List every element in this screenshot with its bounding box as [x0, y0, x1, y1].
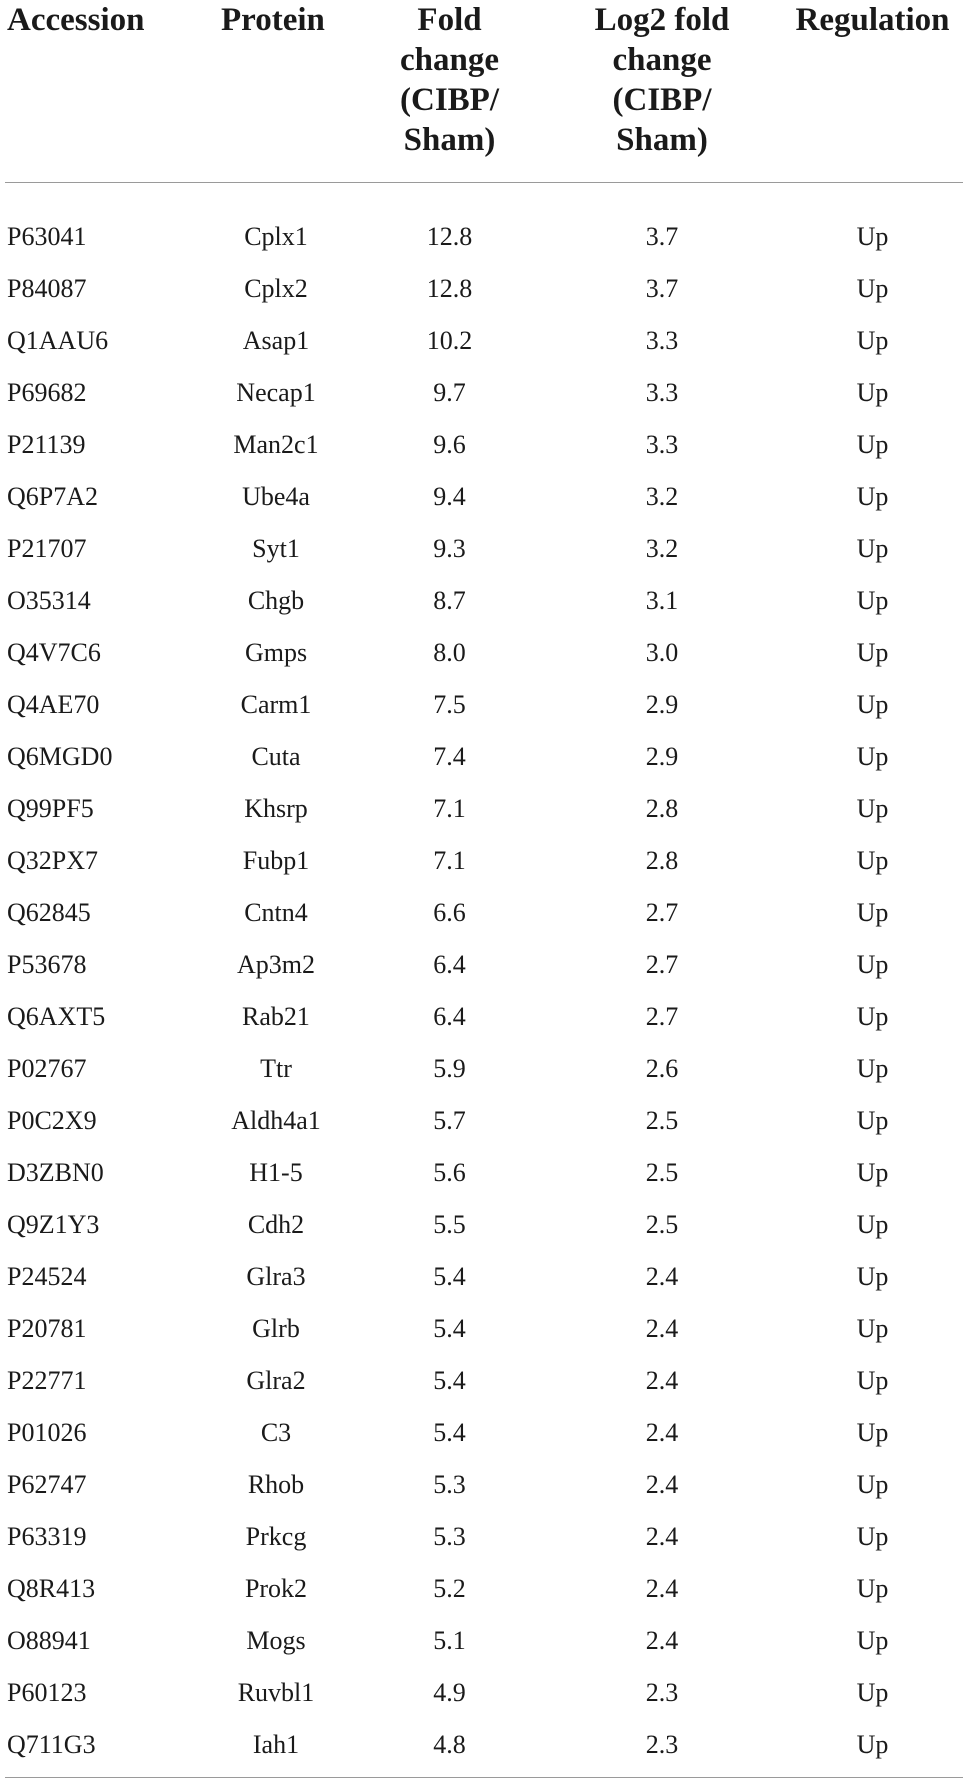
- regulation-cell: Up: [856, 326, 889, 355]
- log2-fold-change-cell: 2.4: [645, 1470, 679, 1499]
- fold-change-cell: 5.3: [433, 1522, 466, 1551]
- protein-cell: Ube4a: [242, 482, 310, 511]
- table-row: [5, 1615, 963, 1667]
- log2-fold-change-cell: 2.4: [645, 1574, 679, 1603]
- table-row: [5, 1511, 963, 1563]
- accession-cell: P0C2X9: [7, 1106, 97, 1135]
- accession-cell: P24524: [7, 1262, 87, 1291]
- fold-change-cell: 5.2: [433, 1574, 466, 1603]
- regulation-cell: Up: [856, 1574, 889, 1603]
- log2-fold-change-cell: 3.1: [645, 586, 679, 615]
- regulation-cell: Up: [856, 482, 889, 511]
- protein-cell: C3: [260, 1418, 292, 1447]
- protein-cell: Khsrp: [244, 794, 308, 823]
- protein-cell: Cdh2: [247, 1210, 305, 1239]
- accession-cell: P02767: [7, 1054, 87, 1083]
- fold-change-cell: 12.8: [426, 222, 473, 251]
- protein-cell: Cuta: [251, 742, 301, 771]
- accession-cell: Q1AAU6: [7, 326, 109, 355]
- protein-cell: Iah1: [252, 1730, 300, 1759]
- header-fold-change-line-2: change: [400, 42, 499, 78]
- protein-cell: Rhob: [247, 1470, 305, 1499]
- log2-fold-change-cell: 3.3: [645, 326, 679, 355]
- log2-fold-change-cell: 2.6: [645, 1054, 679, 1083]
- fold-change-cell: 6.4: [433, 1002, 466, 1031]
- log2-fold-change-cell: 3.3: [645, 430, 679, 459]
- protein-cell: Cplx1: [244, 222, 308, 251]
- header-regulation-line: Regulation: [795, 2, 950, 38]
- table-row: [5, 1095, 963, 1147]
- protein-cell: Mogs: [246, 1626, 306, 1655]
- table-row: [5, 1043, 963, 1095]
- table-row: [5, 575, 963, 627]
- table-row: [5, 263, 963, 315]
- log2-fold-change-cell: 2.5: [645, 1158, 679, 1187]
- protein-cell: Rab21: [242, 1002, 310, 1031]
- regulation-cell: Up: [856, 1366, 889, 1395]
- fold-change-cell: 12.8: [426, 274, 473, 303]
- log2-fold-change-cell: 3.3: [645, 378, 679, 407]
- header-accession: [5, 0, 195, 183]
- fold-change-cell: 7.1: [433, 846, 466, 875]
- protein-fold-change-table: [5, 0, 963, 1771]
- regulation-cell: Up: [856, 1730, 889, 1759]
- fold-change-cell: 5.4: [433, 1262, 466, 1291]
- log2-fold-change-cell: 3.2: [645, 534, 679, 563]
- regulation-cell: Up: [856, 898, 889, 927]
- header-fold-change-line-4: Sham): [403, 122, 496, 158]
- fold-change-cell: 10.2: [426, 326, 473, 355]
- fold-change-cell: 5.4: [433, 1314, 466, 1343]
- header-log2-line-4: Sham): [616, 122, 708, 158]
- accession-cell: Q32PX7: [7, 846, 99, 875]
- accession-cell: P21707: [7, 534, 87, 563]
- fold-change-cell: 5.5: [433, 1210, 466, 1239]
- accession-cell: Q4V7C6: [7, 638, 101, 667]
- log2-fold-change-cell: 2.4: [645, 1418, 679, 1447]
- log2-fold-change-cell: 2.9: [645, 742, 679, 771]
- protein-cell: Ruvbl1: [237, 1678, 315, 1707]
- header-log2-fold-change: [542, 0, 782, 183]
- log2-fold-change-cell: 2.5: [645, 1106, 679, 1135]
- table-row: [5, 1459, 963, 1511]
- table-header: [5, 0, 963, 183]
- protein-cell: Cntn4: [244, 898, 308, 927]
- table-row: [5, 211, 963, 263]
- header-fold-change-line-1: Fold: [417, 2, 482, 38]
- header-log2-line-3: (CIBP/: [612, 82, 712, 118]
- log2-fold-change-cell: 3.0: [645, 638, 679, 667]
- fold-change-cell: 6.4: [433, 950, 466, 979]
- accession-cell: P21139: [7, 430, 86, 459]
- protein-cell: Ap3m2: [237, 950, 315, 979]
- accession-cell: P62747: [7, 1470, 87, 1499]
- table-bottom-rule: [5, 1777, 963, 1778]
- table-row: [5, 1147, 963, 1199]
- fold-change-cell: 5.6: [433, 1158, 466, 1187]
- accession-cell: P20781: [7, 1314, 87, 1343]
- fold-change-cell: 9.3: [433, 534, 466, 563]
- accession-cell: O88941: [7, 1626, 91, 1655]
- table-row: [5, 471, 963, 523]
- log2-fold-change-cell: 2.4: [645, 1366, 679, 1395]
- protein-cell: Syt1: [252, 534, 300, 563]
- fold-change-cell: 9.7: [433, 378, 466, 407]
- protein-cell: Prkcg: [245, 1522, 307, 1551]
- body-top-spacer: [5, 183, 963, 212]
- regulation-cell: Up: [856, 1522, 889, 1551]
- log2-fold-change-cell: 2.4: [645, 1262, 679, 1291]
- regulation-cell: Up: [856, 1002, 889, 1031]
- regulation-cell: Up: [856, 690, 889, 719]
- accession-cell: Q8R413: [7, 1574, 96, 1603]
- protein-cell: Man2c1: [233, 430, 319, 459]
- table-row: [5, 315, 963, 367]
- table-row: [5, 1667, 963, 1719]
- regulation-cell: Up: [856, 586, 889, 615]
- regulation-cell: Up: [856, 1054, 889, 1083]
- fold-change-cell: 5.3: [433, 1470, 466, 1499]
- regulation-cell: Up: [856, 1418, 889, 1447]
- fold-change-cell: 5.4: [433, 1366, 466, 1395]
- protein-cell: Carm1: [240, 690, 312, 719]
- protein-cell: Prok2: [244, 1574, 308, 1603]
- log2-fold-change-cell: 2.8: [645, 846, 679, 875]
- log2-fold-change-cell: 2.4: [645, 1522, 679, 1551]
- accession-cell: P01026: [7, 1418, 87, 1447]
- accession-cell: P63319: [7, 1522, 87, 1551]
- log2-fold-change-cell: 2.7: [645, 950, 679, 979]
- log2-fold-change-cell: 2.3: [645, 1678, 679, 1707]
- table-row: [5, 835, 963, 887]
- regulation-cell: Up: [856, 1678, 889, 1707]
- log2-fold-change-cell: 3.7: [645, 222, 679, 251]
- protein-cell: Chgb: [247, 586, 305, 615]
- accession-cell: Q6AXT5: [7, 1002, 106, 1031]
- protein-cell: Gmps: [244, 638, 308, 667]
- table-row: [5, 1407, 963, 1459]
- protein-cell: Glra3: [246, 1262, 306, 1291]
- log2-fold-change-cell: 2.5: [645, 1210, 679, 1239]
- table-row: [5, 1563, 963, 1615]
- accession-cell: Q62845: [7, 898, 91, 927]
- protein-cell: Fubp1: [242, 846, 310, 875]
- protein-cell: Glrb: [252, 1314, 300, 1343]
- fold-change-cell: 4.8: [433, 1730, 466, 1759]
- accession-cell: P69682: [7, 378, 87, 407]
- accession-cell: Q9Z1Y3: [7, 1210, 100, 1239]
- table-row: [5, 419, 963, 471]
- regulation-cell: Up: [856, 534, 889, 563]
- regulation-cell: Up: [856, 1314, 889, 1343]
- table-row: [5, 1199, 963, 1251]
- protein-table-container: [5, 0, 963, 1771]
- header-protein-line: Protein: [221, 2, 325, 38]
- table-row: [5, 991, 963, 1043]
- table-row: [5, 1355, 963, 1407]
- fold-change-cell: 8.7: [433, 586, 466, 615]
- accession-cell: Q6P7A2: [7, 482, 99, 511]
- table-row: [5, 1303, 963, 1355]
- accession-cell: O35314: [7, 586, 91, 615]
- fold-change-cell: 7.4: [433, 742, 466, 771]
- log2-fold-change-cell: 2.4: [645, 1314, 679, 1343]
- header-fold-change-line-3: (CIBP/: [400, 82, 499, 118]
- fold-change-cell: 5.7: [433, 1106, 466, 1135]
- regulation-cell: Up: [856, 274, 889, 303]
- fold-change-cell: 4.9: [433, 1678, 466, 1707]
- protein-cell: Glra2: [246, 1366, 306, 1395]
- regulation-cell: Up: [856, 1210, 889, 1239]
- fold-change-cell: 8.0: [433, 638, 466, 667]
- table-row: [5, 627, 963, 679]
- accession-cell: Q6MGD0: [7, 742, 113, 771]
- fold-change-cell: 5.1: [433, 1626, 466, 1655]
- fold-change-cell: 7.5: [433, 690, 466, 719]
- log2-fold-change-cell: 2.7: [645, 898, 679, 927]
- header-protein: [195, 0, 357, 183]
- regulation-cell: Up: [856, 1626, 889, 1655]
- accession-cell: Q4AE70: [7, 690, 100, 719]
- fold-change-cell: 7.1: [433, 794, 466, 823]
- header-fold-change: [357, 0, 542, 183]
- protein-cell: Necap1: [236, 378, 316, 407]
- header-log2-line-1: Log2 fold: [594, 2, 730, 38]
- protein-cell: Ttr: [260, 1054, 292, 1083]
- regulation-cell: Up: [856, 430, 889, 459]
- table-row: [5, 523, 963, 575]
- regulation-cell: Up: [856, 1470, 889, 1499]
- table-row: [5, 887, 963, 939]
- log2-fold-change-cell: 2.7: [645, 1002, 679, 1031]
- table-row: [5, 939, 963, 991]
- protein-cell: H1-5: [249, 1158, 303, 1187]
- log2-fold-change-cell: 2.9: [645, 690, 679, 719]
- regulation-cell: Up: [856, 1262, 889, 1291]
- accession-cell: D3ZBN0: [7, 1158, 104, 1187]
- regulation-cell: Up: [856, 378, 889, 407]
- table-row: [5, 731, 963, 783]
- accession-cell: P53678: [7, 950, 87, 979]
- accession-cell: P84087: [7, 274, 87, 303]
- table-row: [5, 1251, 963, 1303]
- log2-fold-change-cell: 3.7: [645, 274, 679, 303]
- header-regulation: [782, 0, 963, 183]
- accession-cell: P63041: [7, 222, 87, 251]
- accession-cell: P22771: [7, 1366, 87, 1395]
- regulation-cell: Up: [856, 1106, 889, 1135]
- fold-change-cell: 5.4: [433, 1418, 466, 1447]
- regulation-cell: Up: [856, 742, 889, 771]
- regulation-cell: Up: [856, 950, 889, 979]
- regulation-cell: Up: [856, 638, 889, 667]
- log2-fold-change-cell: 2.3: [645, 1730, 679, 1759]
- table-row: [5, 367, 963, 419]
- regulation-cell: Up: [856, 222, 889, 251]
- table-row: [5, 783, 963, 835]
- regulation-cell: Up: [856, 846, 889, 875]
- log2-fold-change-cell: 3.2: [645, 482, 679, 511]
- header-accession-line: Accession: [7, 2, 145, 38]
- regulation-cell: Up: [856, 1158, 889, 1187]
- header-row: [5, 0, 963, 183]
- table-row: [5, 679, 963, 731]
- log2-fold-change-cell: 2.4: [645, 1626, 679, 1655]
- fold-change-cell: 5.9: [433, 1054, 466, 1083]
- fold-change-cell: 9.6: [433, 430, 466, 459]
- accession-cell: Q711G3: [7, 1730, 96, 1759]
- protein-cell: Asap1: [242, 326, 310, 355]
- fold-change-cell: 9.4: [433, 482, 466, 511]
- table-row: [5, 1719, 963, 1771]
- header-log2-line-2: change: [612, 42, 712, 78]
- regulation-cell: Up: [856, 794, 889, 823]
- protein-cell: Cplx2: [244, 274, 308, 303]
- table-body: [5, 183, 963, 1772]
- protein-cell: Aldh4a1: [231, 1106, 321, 1135]
- accession-cell: P60123: [7, 1678, 87, 1707]
- log2-fold-change-cell: 2.8: [645, 794, 679, 823]
- accession-cell: Q99PF5: [7, 794, 94, 823]
- fold-change-cell: 6.6: [433, 898, 466, 927]
